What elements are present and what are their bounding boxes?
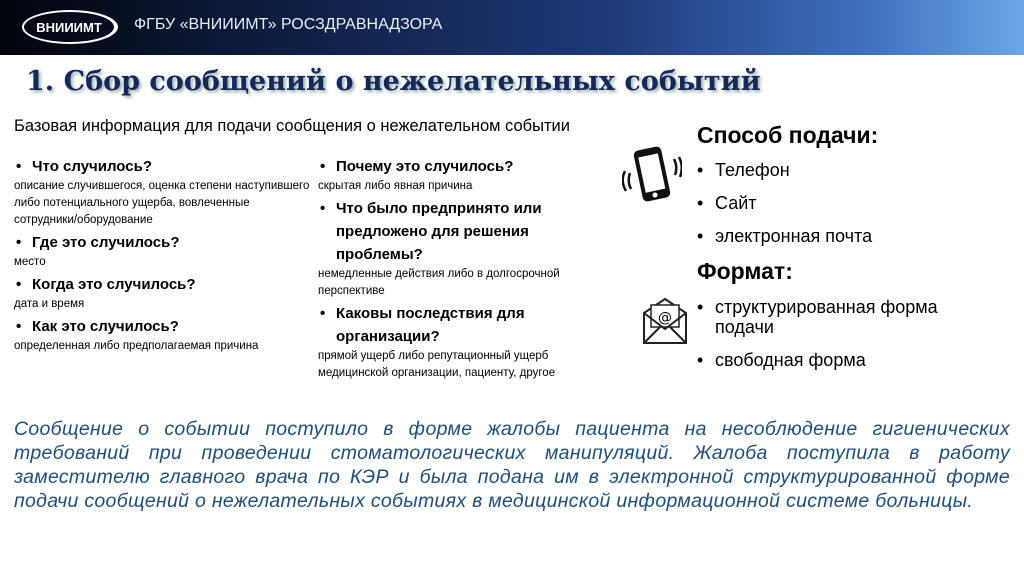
format-item: • свободная форма — [697, 350, 977, 370]
email-icon — [642, 297, 688, 345]
description: место — [14, 256, 46, 268]
logo: ВНИИИМТ — [22, 10, 118, 44]
description: определенная либо предполагаемая причина — [14, 340, 259, 352]
middle-column — [318, 155, 613, 384]
question: • Где это случилось? — [14, 231, 314, 254]
description: скрытая либо явная причина — [318, 180, 473, 192]
header-banner — [0, 0, 1024, 55]
method-list — [697, 160, 872, 259]
format-list — [697, 297, 977, 383]
description: дата и время — [14, 298, 85, 310]
subtitle: Базовая информация для подачи сообщения о нежелательном событии — [14, 117, 570, 135]
phone-icon — [622, 145, 682, 207]
slide-title: 1. Сбор сообщений о нежелательных событий — [26, 66, 761, 97]
description: описание случившегося, оценка степени наступившего либо потенциального ущерба, вовлеченные сотрудники/оборудование — [14, 180, 310, 226]
case-paragraph: Сообщение о событии поступило в форме жалобы пациента на несоблюдение гигиенических требований при проведении стоматологических манипуляций. Жалоба поступила в работу заместителю главного врача по КЭР и была подана им в электронной структурированной форме подачи сообщений о нежелательных событиях в медицинской информационной системе больницы. — [14, 418, 1010, 512]
format-item: • структурированная форма подачи — [697, 297, 977, 337]
question: • Что было предпринято или предложено для решения проблемы? — [318, 197, 613, 266]
method-item: • Сайт — [697, 193, 872, 213]
question: • Каковы последствия для организации? — [318, 302, 613, 348]
description: прямой ущерб либо репутационный ущерб медицинской организации, пациенту, другое — [318, 350, 556, 379]
format-heading: Формат: — [697, 258, 793, 284]
description: немедленные действия либо в долгосрочной перспективе — [318, 268, 560, 297]
method-heading: Способ подачи: — [697, 122, 879, 148]
method-item: • электронная почта — [697, 226, 872, 246]
question: • Почему это случилось? — [318, 155, 613, 178]
left-column — [14, 155, 314, 357]
question: • Когда это случилось? — [14, 273, 314, 296]
svg-text:@: @ — [658, 310, 672, 326]
organization-name: ФГБУ «ВНИИИМТ» РОСЗДРАВНАДЗОРА — [134, 16, 443, 33]
method-item: • Телефон — [697, 160, 872, 180]
question: • Что случилось? — [14, 155, 314, 178]
question: • Как это случилось? — [14, 315, 314, 338]
